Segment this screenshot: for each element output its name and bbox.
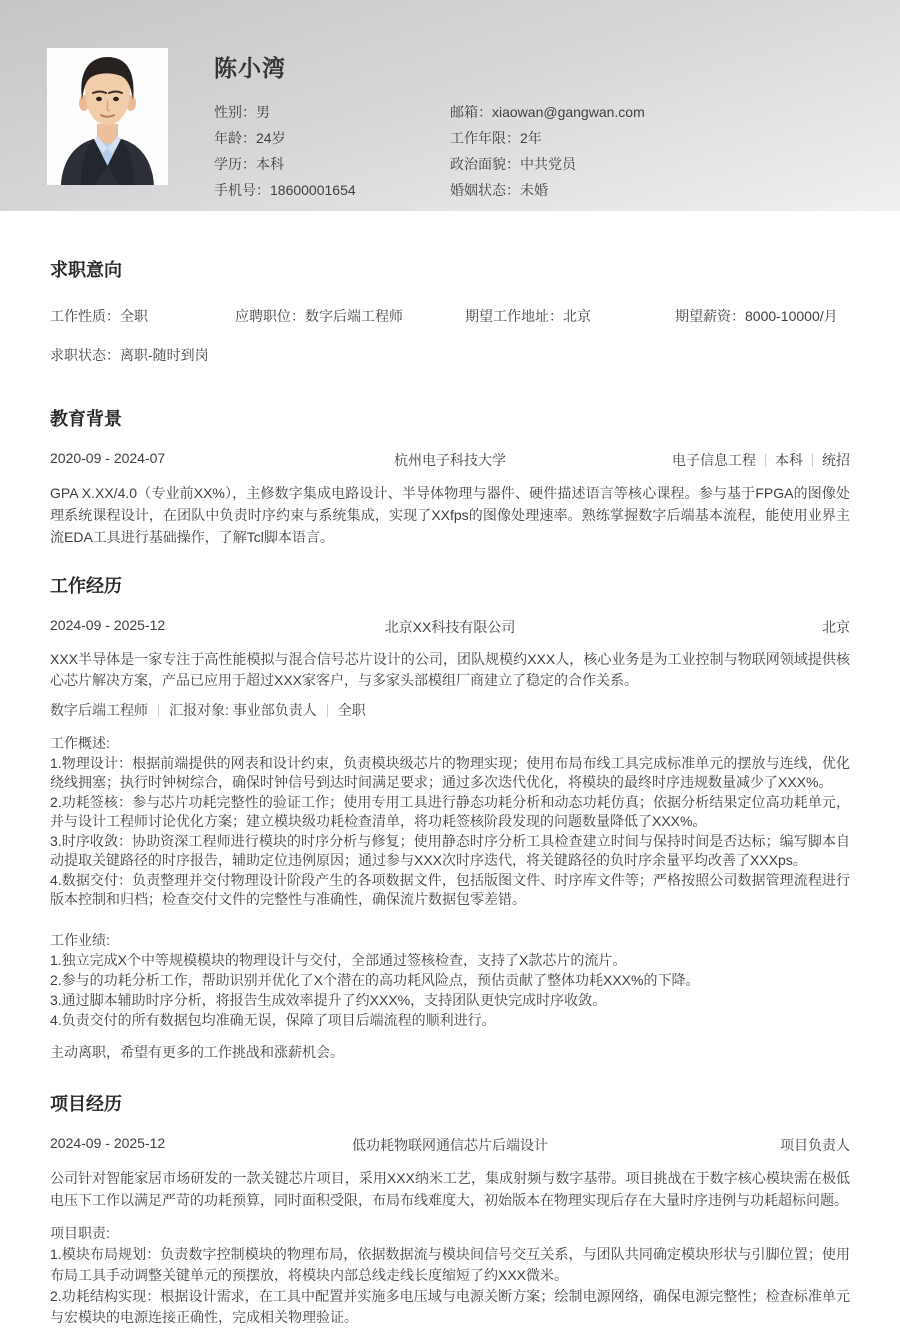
work-achievement-item: 1.独立完成X个中等规模模块的物理设计与交付，全部通过签核检查，支持了X款芯片的流片。	[50, 951, 627, 968]
field-label: 工作性质：	[50, 308, 120, 324]
field-expected-location	[465, 306, 675, 326]
field-label: 期望工作地址：	[465, 308, 563, 324]
field-value: 24岁	[256, 130, 286, 146]
field-label: 求职状态：	[50, 347, 120, 363]
work-location: 北京	[822, 619, 850, 635]
work-overview-label: 工作概述:	[50, 735, 110, 751]
education-school: 杭州电子科技大学	[394, 452, 506, 468]
work-overview-item: 1.物理设计：根据前端提供的网表和设计约束，负责模块级芯片的物理实现；使用布局布线工具完成标准单元的摆放与连线，优化绕线拥塞；执行时钟树综合，确保时钟信号到达时间满足要求；通过多次迭代优化，将模块的最终时序违规数量减少了XXX%。	[50, 754, 850, 790]
work-achievement-item: 2.参与的功耗分析工作，帮助识别并优化了X个潜在的高功耗风险点，预估贡献了整体功耗XXX%的下降。	[50, 971, 700, 988]
work-overview-item: 4.数据交付：负责整理并交付物理设计阶段产生的各项数据文件，包括版图文件、时序库文件等；严格按照公司数据管理流程进行版本控制和归档；检查交付文件的完整性与准确性，确保流片数据包零差错。	[50, 871, 850, 907]
field-phone	[214, 177, 450, 203]
field-value: 中共党员	[520, 156, 576, 172]
profile-photo	[47, 48, 168, 185]
project-period: 2024-09 - 2025-12	[50, 1134, 166, 1151]
work-company: 北京XX科技有限公司	[384, 619, 516, 635]
field-gender	[214, 99, 450, 125]
work-period: 2024-09 - 2025-12	[50, 617, 166, 633]
field-label: 年龄：	[214, 130, 256, 146]
field-label: 性别：	[214, 104, 256, 120]
education-period: 2020-09 - 2024-07	[50, 450, 166, 466]
education-meta-row	[50, 450, 850, 470]
field-work-years	[450, 125, 850, 151]
header-fields-left	[214, 99, 450, 203]
education-major: 电子信息工程	[672, 452, 756, 468]
work-meta-row	[50, 617, 850, 637]
project-meta-row	[50, 1135, 850, 1155]
field-job-nature	[50, 306, 235, 326]
header-fields-right	[450, 99, 850, 203]
field-value: 离职-随时到岗	[120, 347, 209, 363]
profile-photo-illustration	[47, 48, 168, 185]
field-label: 应聘职位：	[235, 308, 305, 324]
field-value: 8000-10000/月	[745, 308, 838, 324]
project-duty-item: 1.模块布局规划：负责数字控制模块的物理布局，依据数据流与模块间信号交互关系，与团队共同确定模块形状与引脚位置；使用布局工具手动调整关键单元的预摆放，将模块内部总线走线长度缩短了约XXX微米。	[50, 1245, 850, 1283]
divider	[812, 454, 813, 467]
field-value: 18600001654	[270, 182, 356, 198]
field-value: 男	[256, 104, 270, 120]
resume-header	[0, 0, 900, 211]
field-education-level	[214, 151, 450, 177]
work-report-to: 汇报对象: 事业部负责人	[169, 702, 317, 718]
project-name: 低功耗物联网通信芯片后端设计	[352, 1136, 548, 1153]
project-role: 项目负责人	[780, 1136, 850, 1153]
field-expected-salary	[675, 306, 850, 326]
header-info	[214, 48, 850, 211]
work-overview	[50, 734, 850, 910]
project-duties-label: 项目职责:	[50, 1224, 110, 1241]
field-label: 婚姻状态：	[450, 182, 520, 198]
field-value: 未婚	[520, 182, 548, 198]
job-intent-status-row	[50, 345, 850, 365]
field-label: 学历：	[214, 156, 256, 172]
project-duty-item: 2.功耗结构实现：根据设计需求，在工具中配置并实施多电压域与电源关断方案；绘制电源网络，确保电源完整性；检查标准单元与宏模块的电源连接正确性，完成相关物理验证。	[50, 1287, 850, 1325]
field-job-status	[50, 345, 235, 365]
work-achievements	[50, 930, 850, 1030]
field-label: 期望薪资：	[675, 308, 745, 324]
education-degree-info	[506, 450, 850, 470]
job-intent-row	[50, 306, 850, 326]
field-value: 2年	[520, 130, 542, 146]
work-role-row	[50, 700, 850, 720]
work-job-type: 全职	[337, 702, 366, 718]
field-age	[214, 125, 450, 151]
education-enrollment: 统招	[822, 452, 850, 468]
section-title-education: 教育背景	[50, 409, 122, 429]
field-value: 数字后端工程师	[305, 308, 403, 324]
divider	[765, 454, 766, 467]
leaving-reason: 主动离职，希望有更多的工作挑战和涨薪机会。	[50, 1043, 344, 1060]
field-target-position	[235, 306, 465, 326]
field-value: xiaowan@gangwan.com	[492, 104, 645, 120]
section-title-job-intent: 求职意向	[50, 260, 122, 280]
field-value: 全职	[120, 308, 148, 324]
resume-body	[0, 256, 900, 1328]
section-title-work-experience: 工作经历	[50, 576, 122, 596]
field-political-status	[450, 151, 850, 177]
project-intro: 公司针对智能家居市场研发的一款关键芯片项目，采用XXX纳米工艺，集成射频与数字基带。项目挑战在于数字核心模块需在极低电压下工作以满足严苛的功耗预算，同时面积受限，布局布线难度大，初始版本在物理实现后存在大量时序违例与功耗超标问题。	[50, 1169, 850, 1208]
project-duties	[50, 1223, 850, 1328]
education-degree: 本科	[775, 452, 803, 468]
work-overview-item: 3.时序收敛：协助资深工程师进行模块的时序分析与修复；使用静态时序分析工具检查建立时间与保持时间是否达标；编写脚本自动提取关键路径的时序报告，辅助定位违例原因；通过参与XXX次时序迭代，将关键路径的负时序余量平均改善了XXXps。	[50, 832, 850, 868]
field-marital-status	[450, 177, 850, 203]
field-label: 手机号：	[214, 182, 270, 198]
field-label: 邮箱：	[450, 104, 492, 120]
field-label: 政治面貌：	[450, 156, 520, 172]
company-intro: XXX半导体是一家专注于高性能模拟与混合信号芯片设计的公司，团队规模约XXX人，核心业务是为工业控制与物联网领域提供核心芯片解决方案，产品已应用于超过XXX家客户，与多家头部模组厂商建立了稳定的合作关系。	[50, 651, 850, 688]
education-description: GPA X.XX/4.0（专业前XX%），主修数字集成电路设计、半导体物理与器件、硬件描述语言等核心课程。参与基于FPGA的图像处理系统课程设计，在团队中负责时序约束与系统集成，实现了XXfps的图像处理速率。熟练掌握数字后端基本流程，能使用业界主流EDA工具进行基础操作，了解Tcl脚本语言。	[50, 485, 850, 545]
field-value: 本科	[256, 156, 284, 172]
work-achievement-item: 3.通过脚本辅助时序分析，将报告生成效率提升了约XXX%，支持团队更快完成时序收敛。	[50, 991, 607, 1008]
work-role: 数字后端工程师	[50, 702, 148, 718]
candidate-name: 陈小湾	[214, 55, 286, 81]
section-title-project-experience: 项目经历	[50, 1093, 122, 1114]
divider	[327, 704, 328, 717]
field-label: 工作年限：	[450, 130, 520, 146]
field-email	[450, 99, 850, 125]
divider	[158, 704, 159, 717]
field-value: 北京	[563, 308, 591, 324]
work-overview-item: 2.功耗签核：参与芯片功耗完整性的验证工作；使用专用工具进行静态功耗分析和动态功耗仿真；依据分析结果定位高功耗单元，并与设计工程师讨论优化方案；建立模块级功耗检查清单，将功耗签核阶段发现的问题数量降低了XXX%。	[50, 793, 850, 829]
work-achievement-item: 4.负责交付的所有数据包均准确无误，保障了项目后端流程的顺利进行。	[50, 1011, 496, 1028]
work-achievements-label: 工作业绩:	[50, 931, 110, 948]
